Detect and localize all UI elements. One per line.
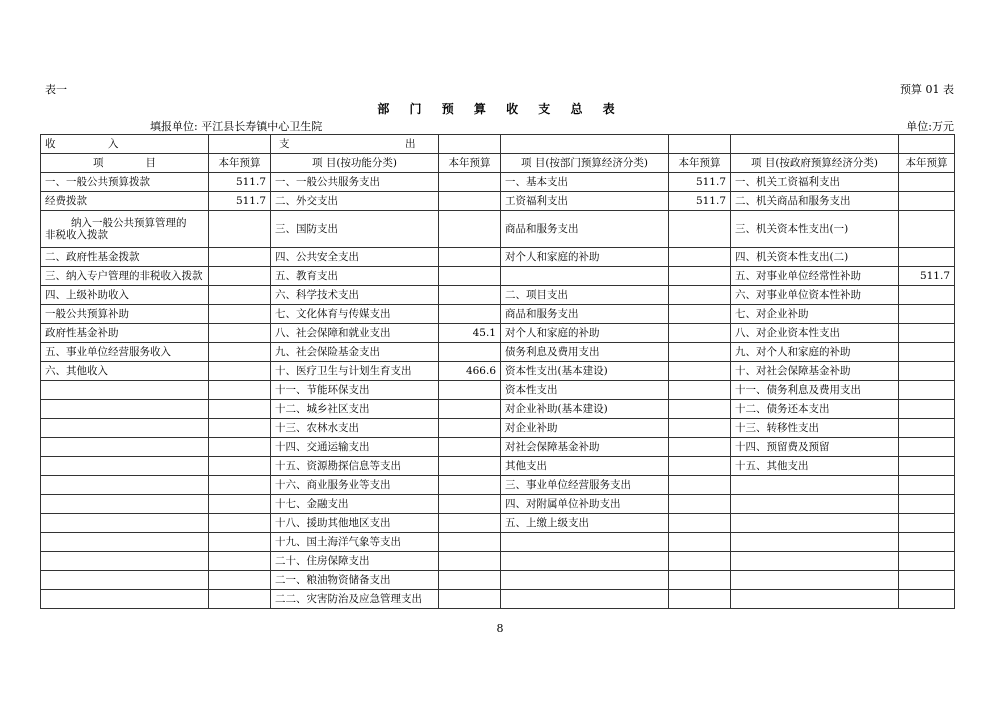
dept-item-cell: 资本性支出	[501, 381, 669, 400]
gov-item-cell: 四、机关资本性支出(二)	[731, 248, 899, 267]
table-row	[41, 514, 955, 533]
dept-item-cell	[501, 533, 669, 552]
func-item-cell: 十六、商业服务业等支出	[271, 476, 439, 495]
dept-amount-cell	[669, 211, 731, 248]
func-amount-cell	[439, 286, 501, 305]
income-item-cell	[41, 457, 209, 476]
dept-item-cell	[501, 590, 669, 609]
dept-item-cell: 对社会保障基金补助	[501, 438, 669, 457]
empty-cell	[501, 135, 669, 154]
income-item-line2: 非税收入拨款	[45, 229, 108, 241]
func-amount-cell	[439, 248, 501, 267]
income-item-cell	[41, 514, 209, 533]
dept-item-cell: 三、事业单位经营服务支出	[501, 476, 669, 495]
func-amount-cell	[439, 590, 501, 609]
table-row	[41, 533, 955, 552]
func-item-cell: 三、国防支出	[271, 211, 439, 248]
func-item-cell: 五、教育支出	[271, 267, 439, 286]
income-item-cell	[41, 400, 209, 419]
gov-amount-cell	[899, 457, 955, 476]
gov-amount-cell	[899, 438, 955, 457]
table-row	[41, 419, 955, 438]
func-item-cell: 十八、援助其他地区支出	[271, 514, 439, 533]
gov-amount-cell	[899, 286, 955, 305]
dept-item-cell: 债务利息及费用支出	[501, 343, 669, 362]
func-amount-cell	[439, 457, 501, 476]
func-amount-cell	[439, 381, 501, 400]
func-item-cell: 十三、农林水支出	[271, 419, 439, 438]
income-item-cell	[41, 533, 209, 552]
budget-summary-table	[40, 134, 955, 609]
gov-amount-cell: 511.7	[899, 267, 955, 286]
dept-item-cell: 对企业补助	[501, 419, 669, 438]
column-header-row	[41, 154, 955, 173]
income-amount-cell	[209, 419, 271, 438]
income-amount-cell	[209, 495, 271, 514]
dept-amount-cell	[669, 514, 731, 533]
dept-amount-cell	[669, 343, 731, 362]
income-amount-cell	[209, 457, 271, 476]
gov-item-cell: 三、机关资本性支出(一)	[731, 211, 899, 248]
gov-amount-cell	[899, 552, 955, 571]
income-item-cell: 三、纳入专户管理的非税收入拨款	[41, 267, 209, 286]
func-item-cell: 十一、节能环保支出	[271, 381, 439, 400]
func-item-cell: 十、医疗卫生与计划生育支出	[271, 362, 439, 381]
gov-amount-cell	[899, 476, 955, 495]
gov-amount-cell	[899, 192, 955, 211]
dept-item-cell	[501, 571, 669, 590]
gov-item-cell: 十一、债务利息及费用支出	[731, 381, 899, 400]
gov-item-cell	[731, 533, 899, 552]
empty-cell	[439, 135, 501, 154]
table-row	[41, 173, 955, 192]
dept-item-cell: 工资福利支出	[501, 192, 669, 211]
table-row	[41, 457, 955, 476]
income-item-cell	[41, 438, 209, 457]
gov-item-cell: 五、对事业单位经常性补助	[731, 267, 899, 286]
income-amount-cell	[209, 286, 271, 305]
income-amount-cell	[209, 324, 271, 343]
income-amount-cell	[209, 362, 271, 381]
gov-amount-cell	[899, 173, 955, 192]
table-row	[41, 438, 955, 457]
income-item-cell	[41, 381, 209, 400]
func-item-cell: 六、科学技术支出	[271, 286, 439, 305]
dept-amount-cell	[669, 324, 731, 343]
income-amount-cell	[209, 267, 271, 286]
col-header-func-item: 项 目(按功能分类)	[271, 154, 439, 173]
income-amount-cell	[209, 533, 271, 552]
gov-amount-cell	[899, 211, 955, 248]
gov-amount-cell	[899, 381, 955, 400]
income-item-cell: 一般公共预算补助	[41, 305, 209, 324]
table-row	[41, 343, 955, 362]
func-item-cell: 十五、资源勘探信息等支出	[271, 457, 439, 476]
income-amount-cell: 511.7	[209, 173, 271, 192]
dept-amount-cell	[669, 571, 731, 590]
dept-amount-cell	[669, 381, 731, 400]
dept-item-cell: 对个人和家庭的补助	[501, 248, 669, 267]
gov-amount-cell	[899, 590, 955, 609]
func-item-cell: 一、一般公共服务支出	[271, 173, 439, 192]
gov-item-cell	[731, 514, 899, 533]
document-title: 部 门 预 算 收 支 总 表	[377, 102, 623, 116]
income-group-header: 收 入	[41, 135, 209, 154]
dept-amount-cell	[669, 590, 731, 609]
table-row	[41, 286, 955, 305]
dept-amount-cell	[669, 419, 731, 438]
col-header-income-item: 项 目	[41, 154, 209, 173]
gov-amount-cell	[899, 400, 955, 419]
func-amount-cell	[439, 419, 501, 438]
income-amount-cell	[209, 400, 271, 419]
func-item-cell: 二十、住房保障支出	[271, 552, 439, 571]
form-code: 预算 01 表	[900, 83, 954, 96]
func-amount-cell	[439, 571, 501, 590]
gov-amount-cell	[899, 419, 955, 438]
func-item-cell: 十四、交通运输支出	[271, 438, 439, 457]
gov-item-cell	[731, 476, 899, 495]
income-amount-cell	[209, 514, 271, 533]
empty-cell	[209, 135, 271, 154]
func-amount-cell	[439, 267, 501, 286]
func-amount-cell	[439, 533, 501, 552]
table-row	[41, 192, 955, 211]
income-amount-cell	[209, 590, 271, 609]
gov-item-cell: 九、对个人和家庭的补助	[731, 343, 899, 362]
gov-amount-cell	[899, 324, 955, 343]
func-item-cell: 四、公共安全支出	[271, 248, 439, 267]
dept-item-cell	[501, 552, 669, 571]
income-item-line1: 纳入一般公共预算管理的	[71, 217, 187, 229]
expense-group-header: 支 出	[271, 135, 439, 154]
income-item-cell	[41, 552, 209, 571]
page-number: 8	[496, 622, 504, 635]
dept-amount-cell	[669, 552, 731, 571]
gov-amount-cell	[899, 362, 955, 381]
income-item-cell	[41, 211, 209, 248]
income-amount-cell	[209, 343, 271, 362]
func-amount-cell	[439, 514, 501, 533]
dept-amount-cell	[669, 438, 731, 457]
func-amount-cell	[439, 305, 501, 324]
func-amount-cell	[439, 552, 501, 571]
dept-amount-cell	[669, 286, 731, 305]
gov-item-cell: 十四、预留费及预留	[731, 438, 899, 457]
func-amount-cell	[439, 400, 501, 419]
dept-amount-cell	[669, 533, 731, 552]
gov-item-cell: 十二、债务还本支出	[731, 400, 899, 419]
func-amount-cell	[439, 438, 501, 457]
income-item-cell: 四、上级补助收入	[41, 286, 209, 305]
dept-amount-cell	[669, 495, 731, 514]
dept-item-cell: 对企业补助(基本建设)	[501, 400, 669, 419]
gov-item-cell: 七、对企业补助	[731, 305, 899, 324]
dept-amount-cell	[669, 248, 731, 267]
table-row	[41, 305, 955, 324]
reporting-unit: 填报单位: 平江县长寿镇中心卫生院	[150, 120, 323, 133]
table-row	[41, 381, 955, 400]
income-amount-cell	[209, 211, 271, 248]
dept-amount-cell	[669, 305, 731, 324]
func-amount-cell	[439, 495, 501, 514]
gov-item-cell: 十五、其他支出	[731, 457, 899, 476]
income-item-cell	[41, 495, 209, 514]
gov-item-cell	[731, 571, 899, 590]
func-amount-cell: 45.1	[439, 324, 501, 343]
dept-amount-cell	[669, 362, 731, 381]
func-amount-cell	[439, 476, 501, 495]
table-row	[41, 495, 955, 514]
table-row	[41, 248, 955, 267]
col-header-gov-item: 项 目(按政府预算经济分类)	[731, 154, 899, 173]
dept-item-cell: 其他支出	[501, 457, 669, 476]
income-item-cell	[41, 419, 209, 438]
func-item-cell: 二、外交支出	[271, 192, 439, 211]
gov-amount-cell	[899, 533, 955, 552]
income-amount-cell	[209, 438, 271, 457]
income-item-cell: 经费拨款	[41, 192, 209, 211]
table-row	[41, 590, 955, 609]
dept-item-cell: 一、基本支出	[501, 173, 669, 192]
gov-amount-cell	[899, 305, 955, 324]
func-amount-cell	[439, 211, 501, 248]
gov-item-cell: 一、机关工资福利支出	[731, 173, 899, 192]
table-label: 表一	[45, 83, 67, 96]
dept-amount-cell: 511.7	[669, 173, 731, 192]
func-amount-cell	[439, 192, 501, 211]
func-item-cell: 九、社会保险基金支出	[271, 343, 439, 362]
func-item-cell: 十二、城乡社区支出	[271, 400, 439, 419]
table-row	[41, 267, 955, 286]
income-amount-cell	[209, 248, 271, 267]
table-row	[41, 552, 955, 571]
table-row	[41, 476, 955, 495]
income-item-cell: 五、事业单位经营服务收入	[41, 343, 209, 362]
gov-item-cell	[731, 590, 899, 609]
income-amount-cell	[209, 571, 271, 590]
dept-amount-cell	[669, 267, 731, 286]
dept-item-cell: 商品和服务支出	[501, 305, 669, 324]
func-item-cell: 十七、金融支出	[271, 495, 439, 514]
gov-amount-cell	[899, 571, 955, 590]
gov-item-cell	[731, 495, 899, 514]
income-item-cell	[41, 476, 209, 495]
income-item-cell	[41, 590, 209, 609]
func-amount-cell	[439, 343, 501, 362]
func-item-cell: 二二、灾害防治及应急管理支出	[271, 590, 439, 609]
table-row	[41, 571, 955, 590]
gov-amount-cell	[899, 343, 955, 362]
func-amount-cell	[439, 173, 501, 192]
income-item-cell: 二、政府性基金拨款	[41, 248, 209, 267]
func-item-cell: 八、社会保障和就业支出	[271, 324, 439, 343]
gov-item-cell	[731, 552, 899, 571]
income-item-cell: 一、一般公共预算拨款	[41, 173, 209, 192]
gov-amount-cell	[899, 495, 955, 514]
dept-amount-cell	[669, 400, 731, 419]
table-row	[41, 324, 955, 343]
dept-item-cell: 二、项目支出	[501, 286, 669, 305]
table-row	[41, 400, 955, 419]
dept-item-cell: 资本性支出(基本建设)	[501, 362, 669, 381]
gov-item-cell: 六、对事业单位资本性补助	[731, 286, 899, 305]
gov-amount-cell	[899, 514, 955, 533]
table-row	[41, 362, 955, 381]
gov-item-cell: 八、对企业资本性支出	[731, 324, 899, 343]
gov-amount-cell	[899, 248, 955, 267]
col-header-income-amount: 本年预算	[209, 154, 271, 173]
gov-item-cell: 十、对社会保障基金补助	[731, 362, 899, 381]
gov-item-cell: 十三、转移性支出	[731, 419, 899, 438]
dept-item-cell: 五、上缴上级支出	[501, 514, 669, 533]
col-header-gov-amount: 本年预算	[899, 154, 955, 173]
group-header-row	[41, 135, 955, 154]
empty-cell	[731, 135, 899, 154]
income-amount-cell	[209, 476, 271, 495]
dept-item-cell: 对个人和家庭的补助	[501, 324, 669, 343]
currency-unit: 单位:万元	[906, 120, 954, 133]
dept-item-cell: 四、对附属单位补助支出	[501, 495, 669, 514]
income-item-cell: 六、其他收入	[41, 362, 209, 381]
col-header-func-amount: 本年预算	[439, 154, 501, 173]
dept-item-cell: 商品和服务支出	[501, 211, 669, 248]
func-item-cell: 二一、粮油物资储备支出	[271, 571, 439, 590]
dept-amount-cell	[669, 476, 731, 495]
dept-item-cell	[501, 267, 669, 286]
income-amount-cell	[209, 552, 271, 571]
col-header-dept-amount: 本年预算	[669, 154, 731, 173]
func-item-cell: 十九、国土海洋气象等支出	[271, 533, 439, 552]
empty-cell	[669, 135, 731, 154]
gov-item-cell: 二、机关商品和服务支出	[731, 192, 899, 211]
col-header-dept-item: 项 目(按部门预算经济分类)	[501, 154, 669, 173]
table-row	[41, 211, 955, 248]
func-item-cell: 七、文化体育与传媒支出	[271, 305, 439, 324]
income-amount-cell	[209, 305, 271, 324]
dept-amount-cell	[669, 457, 731, 476]
func-amount-cell: 466.6	[439, 362, 501, 381]
dept-amount-cell: 511.7	[669, 192, 731, 211]
income-amount-cell: 511.7	[209, 192, 271, 211]
income-amount-cell	[209, 381, 271, 400]
income-item-cell	[41, 571, 209, 590]
income-item-cell: 政府性基金补助	[41, 324, 209, 343]
empty-cell	[899, 135, 955, 154]
